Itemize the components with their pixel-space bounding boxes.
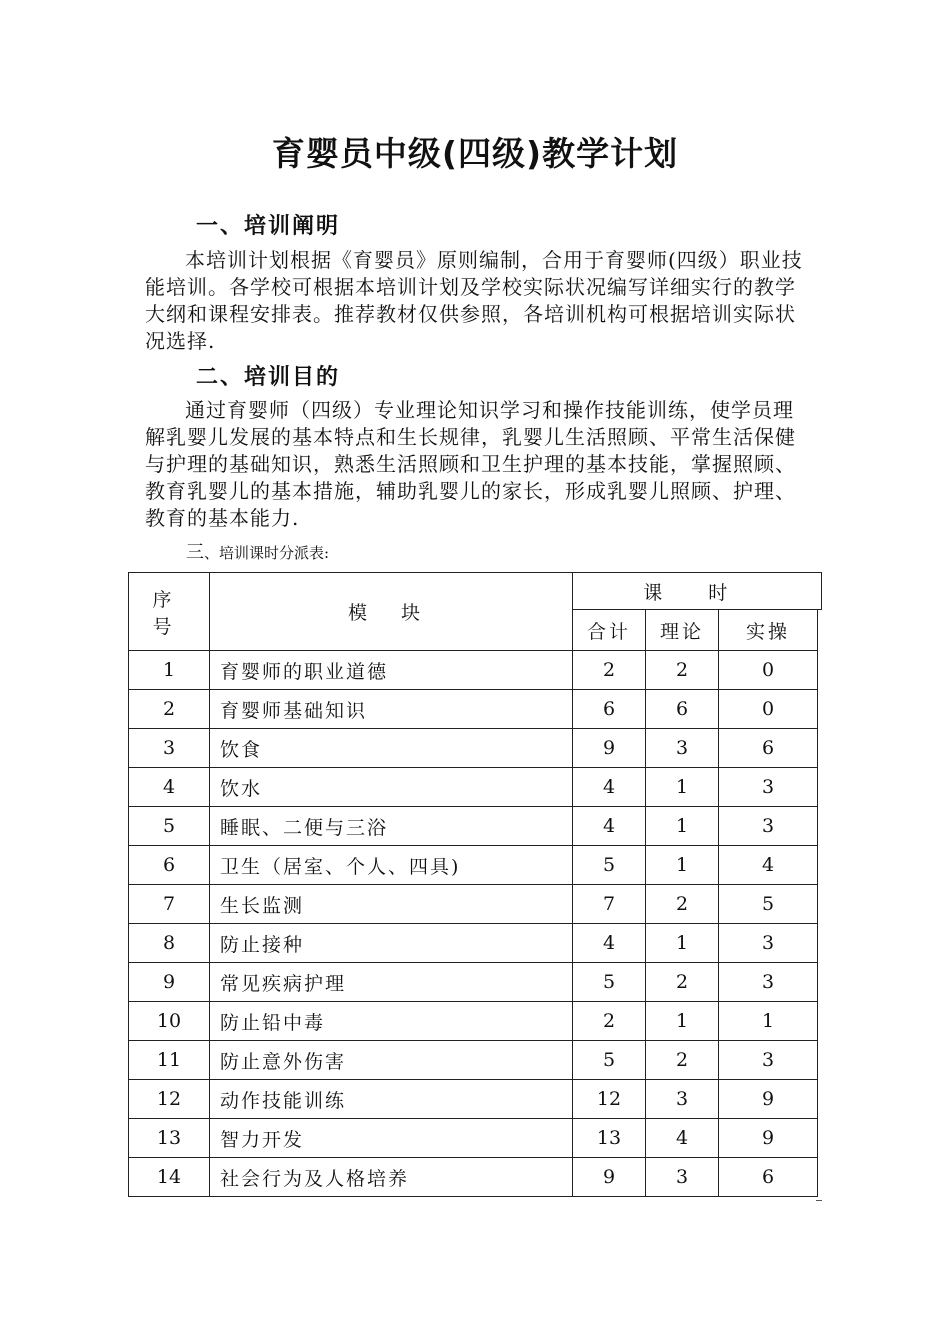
table-row — [129, 924, 818, 963]
row-num: 13 — [129, 1119, 210, 1158]
table-row — [129, 1041, 818, 1080]
row-theory: 1 — [646, 924, 719, 963]
table-caption — [186, 538, 329, 564]
row-practice: 3 — [719, 1041, 818, 1080]
table-row — [129, 1080, 818, 1119]
row-module: 防止接种 — [210, 924, 573, 963]
row-module: 防止意外伤害 — [210, 1041, 573, 1080]
row-module: 育婴师基础知识 — [210, 690, 573, 729]
table-row — [129, 1002, 818, 1041]
table-row — [129, 729, 818, 768]
row-theory: 1 — [646, 846, 719, 885]
header-module: 模 块 — [210, 573, 573, 651]
row-num: 14 — [129, 1158, 210, 1197]
page-title: 育婴员中级(四级)教学计划 — [271, 134, 679, 173]
row-num: 1 — [129, 651, 210, 690]
row-practice: 9 — [719, 1119, 818, 1158]
row-total: 9 — [573, 729, 646, 768]
row-num: 5 — [129, 807, 210, 846]
row-module: 防止铅中毒 — [210, 1002, 573, 1041]
row-theory: 4 — [646, 1119, 719, 1158]
table-row — [129, 651, 818, 690]
row-total: 2 — [573, 651, 646, 690]
row-num: 4 — [129, 768, 210, 807]
row-practice: 3 — [719, 963, 818, 1002]
table-row — [129, 768, 818, 807]
row-module: 育婴师的职业道德 — [210, 651, 573, 690]
header-hours: 课 时 — [573, 573, 818, 610]
row-theory: 3 — [646, 1080, 719, 1119]
header-num: 序 号 — [129, 573, 210, 651]
row-practice: 0 — [719, 690, 818, 729]
row-module: 饮水 — [210, 768, 573, 807]
row-total: 5 — [573, 1041, 646, 1080]
row-practice: 6 — [719, 729, 818, 768]
row-num: 11 — [129, 1041, 210, 1080]
row-theory: 2 — [646, 963, 719, 1002]
row-module: 动作技能训练 — [210, 1080, 573, 1119]
row-practice: 3 — [719, 768, 818, 807]
row-module: 社会行为及人格培养 — [210, 1158, 573, 1197]
table-row — [129, 690, 818, 729]
row-total: 4 — [573, 924, 646, 963]
hours-table — [128, 572, 818, 1197]
table-row — [129, 807, 818, 846]
row-practice: 4 — [719, 846, 818, 885]
row-total: 2 — [573, 1002, 646, 1041]
row-total: 9 — [573, 1158, 646, 1197]
header-theory: 理论 — [646, 610, 719, 651]
table-edge-tick — [816, 1200, 822, 1201]
row-total: 6 — [573, 690, 646, 729]
row-total: 7 — [573, 885, 646, 924]
section-heading-explanation: 一、培训阐明 — [196, 214, 341, 239]
row-practice: 1 — [719, 1002, 818, 1041]
table-row — [129, 963, 818, 1002]
row-module: 饮食 — [210, 729, 573, 768]
row-module: 生长监测 — [210, 885, 573, 924]
table-header-row — [129, 573, 818, 610]
row-theory: 3 — [646, 729, 719, 768]
row-num: 12 — [129, 1080, 210, 1119]
row-module: 智力开发 — [210, 1119, 573, 1158]
row-module: 常见疾病护理 — [210, 963, 573, 1002]
row-practice: 0 — [719, 651, 818, 690]
row-total: 5 — [573, 963, 646, 1002]
row-practice: 3 — [719, 807, 818, 846]
section-heading-objective: 二、培训目的 — [196, 365, 341, 390]
row-theory: 2 — [646, 1041, 719, 1080]
section-text-objective: 通过育婴师（四级）专业理论知识学习和操作技能训练，使学员理解乳婴儿发展的基本特点和生长规律，乳婴儿生活照顾、平常生活保健与护理的基础知识，熟悉生活照顾和卫生护理的基本技能，掌握照顾、教育乳婴儿的基本措施，辅助乳婴儿的家长，形成乳婴儿照顾、护理、教育的基本能力. — [145, 398, 796, 530]
row-theory: 2 — [646, 885, 719, 924]
row-theory: 1 — [646, 807, 719, 846]
row-total: 5 — [573, 846, 646, 885]
row-num: 8 — [129, 924, 210, 963]
row-num: 7 — [129, 885, 210, 924]
row-total: 13 — [573, 1119, 646, 1158]
row-theory: 2 — [646, 651, 719, 690]
section-text-explanation: 本培训计划根据《育婴员》原则编制，合用于育婴师(四级）职业技能培训。各学校可根据本培训计划及学校实际状况编写详细实行的教学大纲和课程安排表。推荐教材仅供参照，各培训机构可根据培训实际状况选择. — [145, 248, 803, 353]
row-practice: 6 — [719, 1158, 818, 1197]
row-practice: 3 — [719, 924, 818, 963]
row-num: 6 — [129, 846, 210, 885]
row-total: 4 — [573, 807, 646, 846]
table-caption-text: 、培训课时分派表: — [204, 544, 330, 562]
row-theory: 6 — [646, 690, 719, 729]
row-theory: 1 — [646, 1002, 719, 1041]
row-num: 3 — [129, 729, 210, 768]
row-num: 10 — [129, 1002, 210, 1041]
row-practice: 9 — [719, 1080, 818, 1119]
row-num: 2 — [129, 690, 210, 729]
table-row — [129, 846, 818, 885]
row-num: 9 — [129, 963, 210, 1002]
header-total: 合计 — [573, 610, 646, 651]
row-theory: 1 — [646, 768, 719, 807]
row-total: 12 — [573, 1080, 646, 1119]
row-module: 卫生（居室、个人、四具) — [210, 846, 573, 885]
table-row — [129, 885, 818, 924]
table-row — [129, 1158, 818, 1197]
row-theory: 3 — [646, 1158, 719, 1197]
table-row — [129, 1119, 818, 1158]
row-practice: 5 — [719, 885, 818, 924]
row-total: 4 — [573, 768, 646, 807]
header-practice: 实操 — [719, 610, 818, 651]
row-module: 睡眠、二便与三浴 — [210, 807, 573, 846]
table-caption-prefix: 三 — [186, 542, 204, 563]
